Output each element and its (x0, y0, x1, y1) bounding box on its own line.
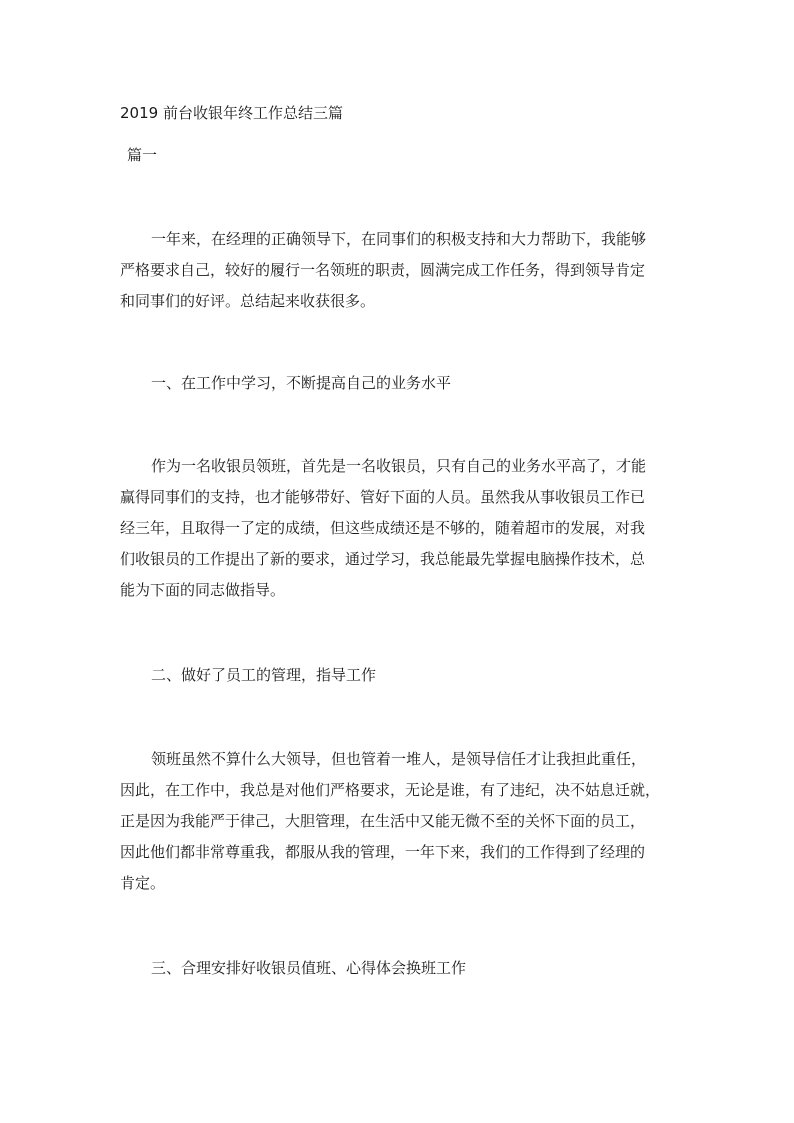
paragraph-line: 能为下面的同志做指导。 (120, 581, 286, 599)
paragraph-line: 赢得同事们的支持，也才能够带好、管好下面的人员。虽然我从事收银员工作已 (120, 488, 646, 506)
paragraph-1 (120, 451, 680, 606)
paragraph-line: 们收银员的工作提出了新的要求，通过学习，我总能最先掌握电脑操作技术，总 (120, 550, 646, 568)
paragraph-line: 一年来，在经理的正确领导下，在同事们的积极支持和大力帮助下，我能够 (151, 230, 647, 248)
paragraph-line: 作为一名收银员领班，首先是一名收银员，只有自己的业务水平高了，才能 (151, 457, 647, 475)
document-title: 2019 前台收银年终工作总结三篇 (120, 104, 343, 122)
paragraph-line: 因此，在工作中，我总是对他们严格要求，无论是谁，有了违纪，决不姑息迁就， (120, 781, 661, 799)
paragraph-line: 经三年，且取得一了定的成绩，但这些成绩还是不够的，随着超市的发展，对我 (120, 519, 646, 537)
paragraph-line: 严格要求自己，较好的履行一名领班的职责，圆满完成工作任务，得到领导肯定 (120, 261, 646, 279)
paragraph-line: 肯定。 (120, 874, 166, 892)
paragraph-line: 和同事们的好评。总结起来收获很多。 (120, 292, 376, 310)
intro-paragraph (120, 224, 680, 317)
paragraph-2 (120, 744, 680, 899)
section-heading-3: 三、合理安排好收银员值班、心得体会换班工作 (151, 959, 467, 977)
paragraph-line: 领班虽然不算什么大领导，但也管着一堆人，是领导信任才让我担此重任， (151, 750, 647, 768)
section-label: 篇一 (127, 146, 158, 164)
section-heading-2: 二、做好了员工的管理，指导工作 (151, 666, 377, 684)
paragraph-line: 正是因为我能严于律己，大胆管理，在生活中又能无微不至的关怀下面的员工， (120, 812, 646, 830)
section-heading-1: 一、在工作中学习，不断提高自己的业务水平 (151, 374, 452, 392)
paragraph-line: 因此他们都非常尊重我，都服从我的管理，一年下来，我们的工作得到了经理的 (120, 843, 646, 861)
